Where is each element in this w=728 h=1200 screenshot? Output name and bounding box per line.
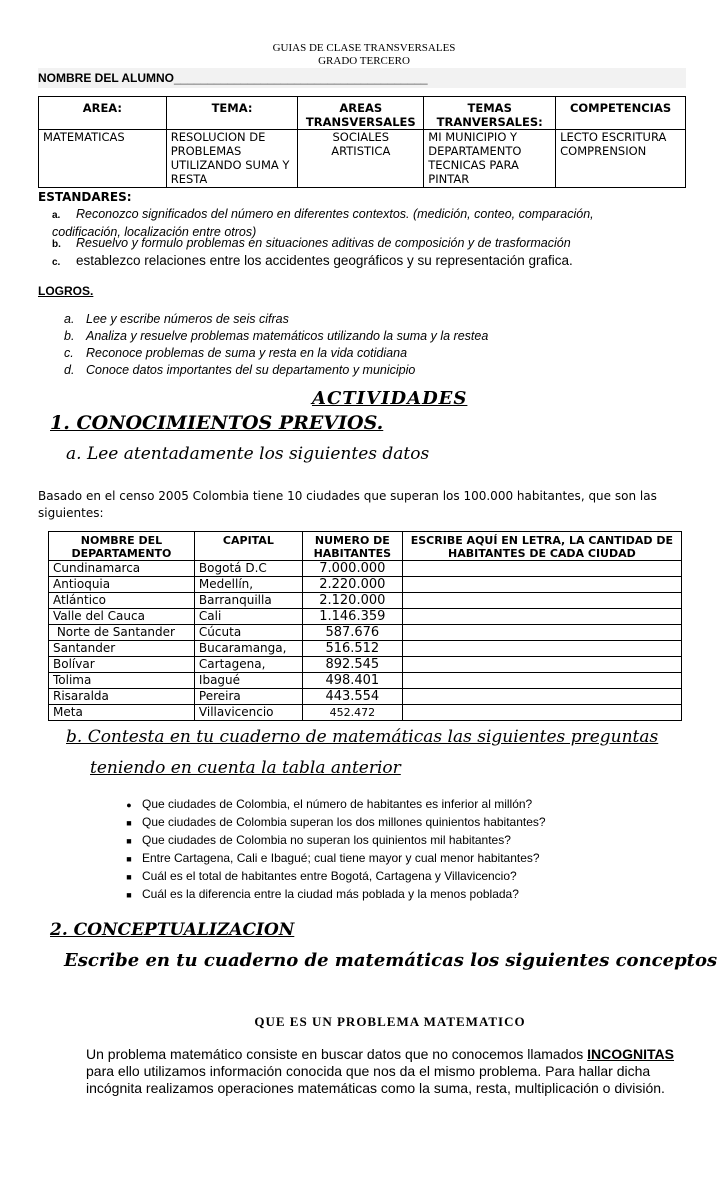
table-row xyxy=(49,657,682,673)
student-name-label: NOMBRE DEL ALUMNO xyxy=(38,71,174,85)
capital-cell: Pereira xyxy=(194,689,302,705)
logro-letter: d. xyxy=(64,363,75,377)
info-cell-tema: RESOLUCION DE PROBLEMAS UTILIZANDO SUMA Y RESTA xyxy=(166,130,298,188)
census-header-departamento: NOMBRE DEL DEPARTAMENTO xyxy=(49,532,195,561)
departamento-cell: Risaralda xyxy=(49,689,195,705)
logro-item xyxy=(64,345,488,362)
logro-letter: a. xyxy=(64,312,75,326)
concept-text-1: Un problema matemático consiste en buscar datos que no conocemos llamados xyxy=(86,1046,588,1062)
census-table xyxy=(48,531,682,721)
habitantes-cell: 443.554 xyxy=(302,689,402,705)
answer-cell[interactable] xyxy=(402,657,681,673)
capital-cell: Bucaramanga, xyxy=(194,641,302,657)
answer-cell[interactable] xyxy=(402,641,681,657)
departamento-cell: Antioquia xyxy=(49,577,195,593)
capital-cell: Medellín, xyxy=(194,577,302,593)
habitantes-cell: 7.000.000 xyxy=(302,561,402,577)
document-subtitle: GRADO TERCERO xyxy=(318,55,410,67)
habitantes-cell: 2.220.000 xyxy=(302,577,402,593)
list-item xyxy=(116,796,546,814)
answer-cell[interactable] xyxy=(402,705,681,721)
habitantes-cell: 892.545 xyxy=(302,657,402,673)
section-2-title: 2. CONCEPTUALIZACION xyxy=(50,920,295,940)
info-header-tema: TEMA: xyxy=(166,97,298,130)
list-item xyxy=(116,814,546,832)
logro-text: Reconoce problemas de suma y resta en la vida cotidiana xyxy=(86,346,408,360)
census-intro: Basado en el censo 2005 Colombia tiene 10 ciudades que superan los 100.000 habitantes, que son las siguientes: xyxy=(38,489,657,520)
list-item xyxy=(116,886,546,904)
logro-item xyxy=(64,328,488,345)
estandar-text: Resuelvo y formulo problemas en situaciones aditivas de composición y de trasformación xyxy=(76,236,571,250)
census-header-habitantes: NUMERO DE HABITANTES xyxy=(302,532,402,561)
bullet-icon: ■ xyxy=(126,872,132,882)
info-table xyxy=(38,96,686,188)
info-cell-area: MATEMATICAS xyxy=(39,130,167,188)
info-header-temas-transversales: TEMAS TRANVERSALES: xyxy=(424,97,556,130)
capital-cell: Cali xyxy=(194,609,302,625)
answer-cell[interactable] xyxy=(402,593,681,609)
answer-cell[interactable] xyxy=(402,577,681,593)
table-row xyxy=(49,673,682,689)
bullet-icon: ■ xyxy=(126,836,132,846)
answer-cell[interactable] xyxy=(402,609,681,625)
departamento-cell: Meta xyxy=(49,705,195,721)
info-cell-areas-transversales: SOCIALES ARTISTICA xyxy=(298,130,424,188)
census-header-escribe: ESCRIBE AQUÍ EN LETRA, LA CANTIDAD DE HABITANTES DE CADA CIUDAD xyxy=(402,532,681,561)
answer-cell[interactable] xyxy=(402,673,681,689)
departamento-cell: Atlántico xyxy=(49,593,195,609)
info-header-areas-transversales: AREAS TRANSVERSALES xyxy=(298,97,424,130)
estandar-item-a xyxy=(52,206,652,240)
info-cell-competencias: LECTO ESCRITURA COMPRENSION xyxy=(556,130,686,188)
question-text: Cuál es el total de habitantes entre Bogotá, Cartagena y Villavicencio? xyxy=(142,869,517,883)
section-1-sub-a: a. Lee atentadamente los siguientes datos xyxy=(66,444,430,464)
info-header-area: AREA: xyxy=(39,97,167,130)
table-row xyxy=(49,577,682,593)
table-row xyxy=(49,641,682,657)
section-2-subtitle: Escribe en tu cuaderno de matemáticas los siguientes conceptos xyxy=(64,950,718,971)
capital-cell: Cúcuta xyxy=(194,625,302,641)
question-text: Que ciudades de Colombia, el número de habitantes es inferior al millón? xyxy=(142,797,533,811)
questions-list xyxy=(116,796,546,904)
habitantes-cell: 516.512 xyxy=(302,641,402,657)
bullet-icon: ■ xyxy=(126,818,132,828)
concept-incognitas: INCOGNITAS xyxy=(587,1046,675,1062)
estandar-letter: b. xyxy=(52,239,61,250)
list-item xyxy=(116,850,546,868)
capital-cell: Ibagué xyxy=(194,673,302,689)
section-1-sub-b-line1: b. Contesta en tu cuaderno de matemáticas las siguientes preguntas xyxy=(66,727,659,747)
estandar-letter: c. xyxy=(52,257,61,268)
capital-cell: Cartagena, xyxy=(194,657,302,673)
capital-cell: Bogotá D.C xyxy=(194,561,302,577)
section-1-sub-b-line2: teniendo en cuenta la tabla anterior xyxy=(90,758,401,778)
concept-paragraph xyxy=(86,1046,676,1097)
capital-cell: Barranquilla xyxy=(194,593,302,609)
habitantes-cell: 1.146.359 xyxy=(302,609,402,625)
table-row xyxy=(49,609,682,625)
actividades-title: ACTIVIDADES xyxy=(312,388,468,409)
info-header-competencias: COMPETENCIAS xyxy=(556,97,686,130)
logros-list xyxy=(64,311,488,379)
estandar-item-b xyxy=(52,236,692,250)
table-row xyxy=(49,705,682,721)
table-row xyxy=(49,625,682,641)
logro-text: Analiza y resuelve problemas matemáticos utilizando la suma y la restea xyxy=(86,329,489,343)
capital-cell: Villavicencio xyxy=(194,705,302,721)
estandar-item-c xyxy=(52,253,692,268)
habitantes-cell: 587.676 xyxy=(302,625,402,641)
habitantes-cell: 498.401 xyxy=(302,673,402,689)
logro-text: Conoce datos importantes del su departamento y municipio xyxy=(86,363,416,377)
estandar-text: Reconozco significados del número en diferentes contextos. (medición, conteo, comparación, codificación, localización entre otros) xyxy=(52,207,594,239)
question-text: Que ciudades de Colombia no superan los quinientos mil habitantes? xyxy=(142,833,511,847)
question-text: Que ciudades de Colombia superan los dos millones quinientos habitantes? xyxy=(142,815,546,829)
answer-cell[interactable] xyxy=(402,625,681,641)
estandar-text: establezco relaciones entre los accidentes geográficos y su representación grafica. xyxy=(76,253,573,268)
departamento-cell: Cundinamarca xyxy=(49,561,195,577)
habitantes-cell: 452.472 xyxy=(302,705,402,721)
question-text: Cuál es la diferencia entre la ciudad más poblada y la menos poblada? xyxy=(142,887,519,901)
student-name-row xyxy=(38,68,686,88)
departamento-cell: Bolívar xyxy=(49,657,195,673)
bullet-icon: ● xyxy=(126,800,132,810)
departamento-cell: Valle del Cauca xyxy=(49,609,195,625)
document-title: GUIAS DE CLASE TRANSVERSALES xyxy=(272,42,456,54)
answer-cell[interactable] xyxy=(402,689,681,705)
logro-item xyxy=(64,362,488,379)
estandares-title: ESTANDARES: xyxy=(38,190,132,204)
list-item xyxy=(116,832,546,850)
census-header-capital: CAPITAL xyxy=(194,532,302,561)
departamento-cell: Santander xyxy=(49,641,195,657)
table-row xyxy=(49,689,682,705)
logro-letter: b. xyxy=(64,329,75,343)
table-row xyxy=(49,593,682,609)
departamento-cell: Norte de Santander xyxy=(49,625,195,641)
info-cell-temas-transversales: MI MUNICIPIO Y DEPARTAMENTO TECNICAS PARA PINTAR xyxy=(424,130,556,188)
departamento-cell: Tolima xyxy=(49,673,195,689)
estandar-letter: a. xyxy=(52,210,61,221)
section-1-title: 1. CONOCIMIENTOS PREVIOS. xyxy=(50,412,384,434)
question-text: Entre Cartagena, Cali e Ibagué; cual tiene mayor y cual menor habitantes? xyxy=(142,851,540,865)
logro-letter: c. xyxy=(64,346,74,360)
concept-text-2: para ello utilizamos información conocida que nos da el mismo problema. Para hallar dicha incógnita realizamos operaciones matemáticas como la suma, resta, multiplicación o división. xyxy=(86,1063,665,1096)
bullet-icon: ■ xyxy=(126,890,132,900)
logro-item xyxy=(64,311,488,328)
answer-cell[interactable] xyxy=(402,561,681,577)
list-item xyxy=(116,868,546,886)
table-row xyxy=(49,561,682,577)
logro-text: Lee y escribe números de seis cifras xyxy=(86,312,289,326)
habitantes-cell: 2.120.000 xyxy=(302,593,402,609)
logros-title: LOGROS. xyxy=(38,284,94,298)
student-name-line: ______________________________________ xyxy=(174,71,428,85)
concept-title: QUE ES UN PROBLEMA MATEMATICO xyxy=(254,1014,526,1029)
bullet-icon: ■ xyxy=(126,854,132,864)
